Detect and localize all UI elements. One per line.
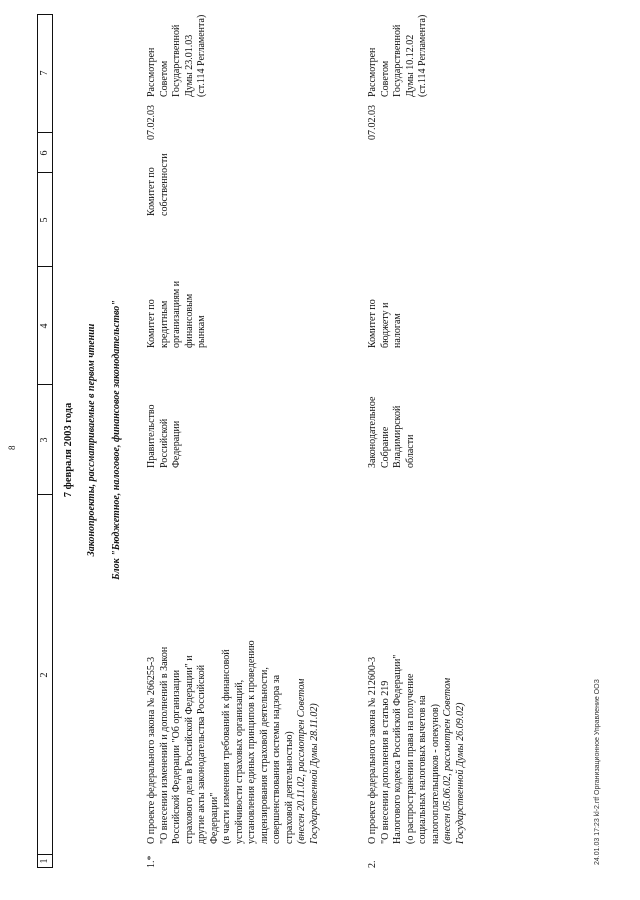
status-line: (ст.114 Регламента) [417, 14, 428, 97]
committee-line: рынкам [196, 315, 207, 348]
committee-line: Комитет по [367, 299, 378, 348]
description-note-line: Государственной Думы 26.09.02) [454, 702, 466, 844]
row-date: 07.02.03 [367, 105, 378, 140]
row-description [146, 602, 321, 844]
author-line: Собрание [379, 426, 391, 468]
status-line: Государственной [392, 24, 403, 97]
committee-line: бюджету и [379, 302, 391, 348]
co-committee-line: собственности [158, 153, 170, 216]
column-number-6: 6 [39, 150, 50, 156]
section-date: 7 февраля 2003 года [63, 402, 74, 498]
author-line: Законодательное [367, 396, 378, 468]
description-line: (в части изменения требований к финансовой [221, 649, 232, 844]
committee-line: налогам [392, 313, 403, 348]
description-line: страхового дела в Российской Федерации" и [183, 655, 195, 844]
row-status [367, 13, 430, 97]
status-line: Думы 23.01.03 [183, 34, 195, 97]
author-line: Правительство [146, 404, 157, 468]
column-number-1: 1 [39, 858, 50, 864]
status-line: Думы 10.12.02 [404, 34, 416, 97]
column-number-4: 4 [39, 323, 50, 329]
description-line: другие акты законодательства Российской [196, 664, 207, 844]
column-number-3: 3 [39, 437, 50, 443]
description-line: Российской Федерации "Об организации [171, 669, 182, 844]
row-committee [146, 268, 209, 348]
column-number-2: 2 [39, 672, 50, 678]
description-line: Федерации" [208, 792, 220, 844]
status-line: Рассмотрен Советом [367, 47, 391, 97]
row-date: 07.02.03 [146, 105, 157, 140]
description-line: налогоплательщиков - опекунов) [429, 704, 441, 844]
row-author [367, 390, 417, 468]
block-title: Блок "Бюджетное, налоговое, финансовое законодательство" [111, 300, 122, 580]
description-line: "О внесении изменений и дополнений в Закон [158, 646, 170, 844]
description-note-line: Государственной Думы 28.11.02) [308, 703, 320, 844]
committee-line: Комитет по [146, 299, 157, 348]
description-line: Налогового кодекса Российской Федерации" [392, 654, 403, 844]
description-line: О проекте федерального закона № 266255-3 [146, 656, 157, 844]
committee-line: организациям и [171, 280, 182, 348]
column-number-7: 7 [39, 70, 50, 76]
description-line: устойчивости страховых организаций, [233, 679, 245, 844]
section-title: Законопроекты, рассматриваемые в первом чтении [86, 323, 97, 557]
description-line: совершенствования системы надзора за [271, 674, 282, 844]
co-committee-line: Комитет по [146, 167, 157, 216]
description-line: социальных налоговых вычетов на [417, 695, 428, 844]
author-line: Владимирской [392, 405, 403, 468]
description-line: страховой деятельностью) [283, 731, 295, 844]
description-line: (о распространении права на получение [404, 673, 416, 844]
column-number-5: 5 [39, 217, 50, 223]
row-number: 2. [367, 860, 378, 868]
author-line: Федерации [171, 420, 182, 468]
table-header-row [37, 14, 53, 868]
row-description [367, 602, 467, 844]
footer-text: 24.01.03 17:23 kl-2.rtf Организационное Управление ООЗ [594, 679, 601, 865]
description-line: лицензирования страховой деятельности, [258, 667, 270, 844]
status-line: Государственной [171, 24, 182, 97]
committee-line: финансовым [183, 293, 195, 348]
description-note-line: (внесен 20.11.02, рассмотрен Советом [296, 678, 307, 844]
row-status [146, 13, 209, 97]
status-line: (ст.114 Регламента) [196, 14, 207, 97]
committee-line: кредитным [158, 300, 170, 348]
page-number: 8 [7, 445, 17, 450]
row-author [146, 390, 184, 468]
description-line: установления единых принципов к проведению [246, 640, 257, 844]
author-line: области [404, 434, 416, 468]
status-line: Рассмотрен Советом [146, 47, 170, 97]
row-number: 1.* [146, 855, 157, 868]
row-committee [367, 268, 405, 348]
description-line: "О внесении дополнения в статью 219 [379, 680, 391, 844]
description-note-line: (внесен 05.06.02, рассмотрен Советом [442, 677, 453, 844]
author-line: Российской [158, 418, 170, 468]
description-line: О проекте федерального закона № 212600-3 [367, 656, 378, 844]
